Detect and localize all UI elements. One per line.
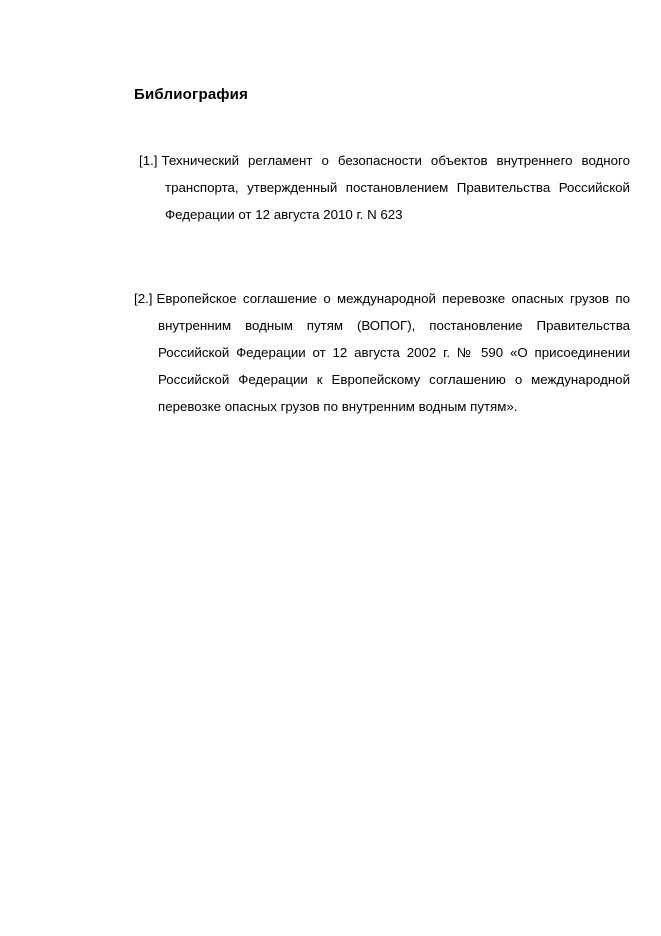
entry-text: Технический регламент о безопасности объектов внутреннего водного транспорта, утвержденный постановлением Правительства Российской Федерации от 12 августа 2010 г. N 623 [161,153,630,222]
entry-number: [2.] [134,291,153,306]
bibliography-heading: Библиография [134,86,249,103]
entry-text: Европейское соглашение о международной перевозке опасных грузов по внутренним водным путям (ВОПОГ), постановление Правительства Российской Федерации от 12 августа 2002 г. № 590 «О присоединении Российской Федерации к Европейскому соглашению о международной перевозке опасных грузов по внутренним водным путям». [156,291,630,414]
entry-number: [1.] [139,153,158,168]
bibliography-entry-1 [139,147,630,228]
bibliography-entry-2 [134,285,630,420]
